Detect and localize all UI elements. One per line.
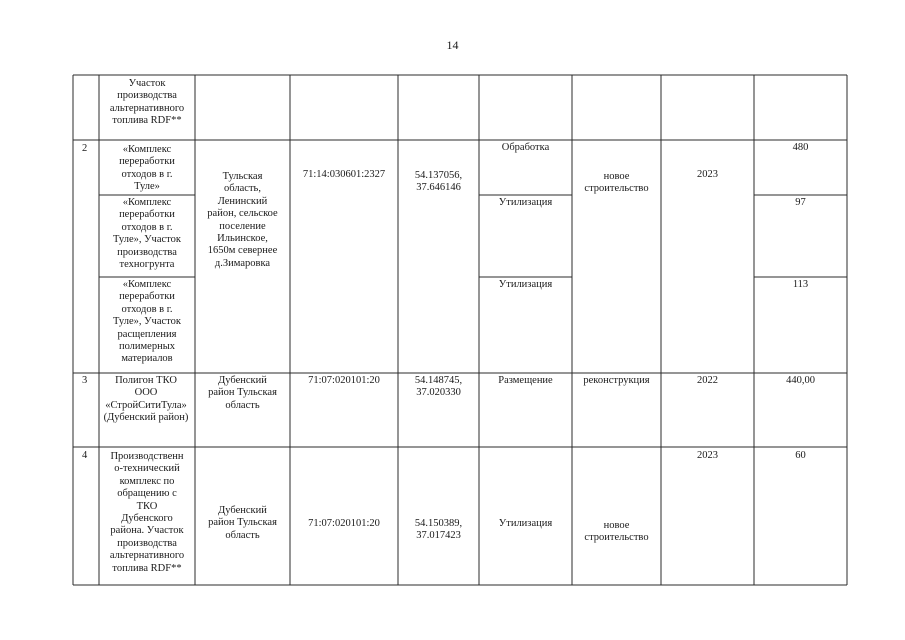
- row4-address: Дубенский район Тульская область: [208, 505, 277, 541]
- row2-number: 2: [82, 143, 88, 154]
- row2-sub2-activity: Утилизация: [498, 197, 553, 208]
- row2-sub2-name: «Комплекс переработки отходов в г. Туле», Участок производства техногрунта: [113, 197, 181, 271]
- row3-number: 3: [82, 375, 88, 386]
- row3-status: реконструкция: [583, 375, 650, 386]
- row4-number: 4: [82, 450, 88, 461]
- row2-year: 2023: [697, 169, 718, 180]
- row4-cadastre: 71:07:020101:20: [308, 518, 380, 529]
- page-number: 14: [446, 38, 459, 52]
- row3-capacity: 440,00: [786, 375, 815, 386]
- row2-sub2-capacity: 97: [795, 197, 806, 208]
- row4-capacity: 60: [795, 450, 806, 461]
- row2-sub1-capacity: 480: [792, 142, 809, 153]
- row2-sub3-activity: Утилизация: [498, 279, 553, 290]
- row3-address: Дубенский район Тульская область: [208, 375, 277, 411]
- row2-address: Тульская область, Ленинский район, сельское поселение Ильинское, 1650м севернее д.Зимаровка: [207, 171, 278, 269]
- row2-status: новое строительство: [584, 171, 649, 195]
- row4-year: 2023: [697, 450, 718, 461]
- cont-object-name: Участок производства альтернативного топлива RDF**: [109, 78, 185, 127]
- row3-coordinates: 54.148745, 37.020330: [414, 375, 463, 399]
- row4-activity: Утилизация: [498, 518, 553, 529]
- row4-status: новое строительство: [584, 520, 649, 544]
- row3-year: 2022: [697, 375, 718, 386]
- row2-coordinates: 54.137056, 37.646146: [414, 170, 463, 194]
- row2-sub3-capacity: 113: [792, 279, 809, 290]
- row2-sub1-activity: Обработка: [501, 142, 550, 153]
- row4-object-name: Производственн о-технический комплекс по обращению с ТКО Дубенского района. Участок производства альтернативного топлива RDF**: [109, 451, 185, 574]
- row3-object-name: Полигон ТКО ООО «СтройСитиТула» (Дубенский район): [103, 375, 189, 424]
- row2-sub1-name: «Комплекс переработки отходов в г. Туле»: [119, 144, 175, 193]
- row3-activity: Размещение: [498, 375, 553, 386]
- row2-sub3-name: «Комплекс переработки отходов в г. Туле», Участок расщепления полимерных материалов: [113, 279, 181, 365]
- row3-cadastre: 71:07:020101:20: [308, 375, 380, 386]
- row2-cadastre: 71:14:030601:2327: [302, 169, 386, 180]
- row4-coordinates: 54.150389, 37.017423: [414, 518, 463, 542]
